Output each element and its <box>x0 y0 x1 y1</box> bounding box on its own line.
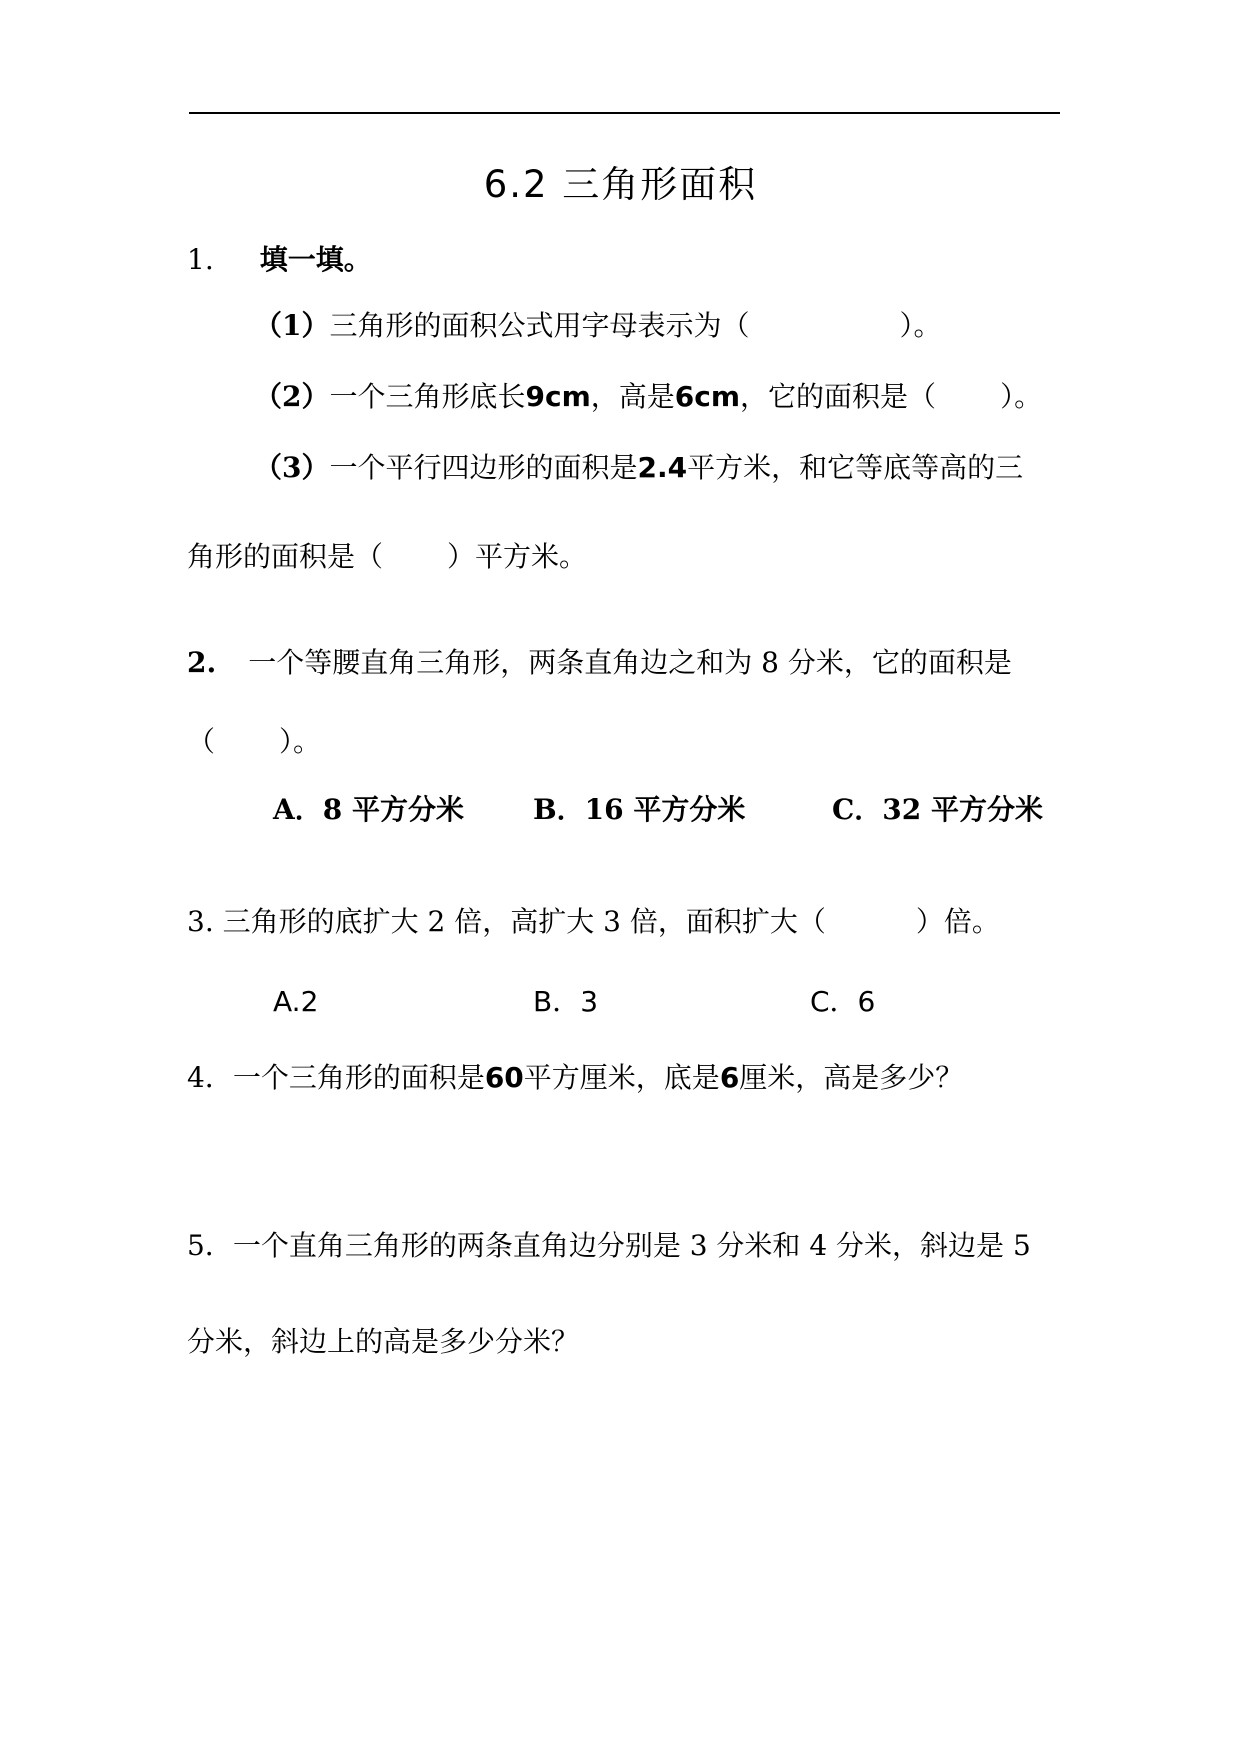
q4-line <box>187 1058 963 1098</box>
q1-number: 1. <box>187 243 214 276</box>
q2-line2 <box>187 722 321 762</box>
q3-line <box>187 902 1000 942</box>
q4-text-1: 4．一个三角形的面积是 <box>187 1061 485 1094</box>
q1-sub1-text: 三角形的面积公式用字母表示为（ <box>329 309 750 342</box>
q4-text-3: 厘米，高是多少？ <box>739 1061 964 1094</box>
q1-sub3-area: 2.4 <box>637 451 688 484</box>
q3-close: ）倍。 <box>915 905 1000 938</box>
q5-line2: 分米，斜边上的高是多少分米？ <box>187 1325 580 1358</box>
q2-option-a[interactable]: A．8 平方分米 <box>273 793 464 826</box>
q1-sub3-line2-close: ）平方米。 <box>447 540 588 573</box>
q1-sub3-line2-open: 角形的面积是（ <box>187 540 384 573</box>
q3-option-b[interactable]: B．3 <box>533 985 599 1018</box>
q1-heading <box>187 240 372 280</box>
q2-option-b[interactable]: B．16 平方分米 <box>533 793 746 826</box>
q1-sub2-text-1: 一个三角形底长 <box>329 380 526 413</box>
q2-text: 一个等腰直角三角形，两条直角边之和为 8 分米，它的面积是 <box>248 646 1012 679</box>
q4-base: 6 <box>719 1061 740 1094</box>
q1-sub2-close: ）。 <box>1000 380 1043 413</box>
q4-area: 60 <box>484 1061 524 1094</box>
q2-line1 <box>187 643 1012 683</box>
q1-sub2-text-2: ，高是 <box>590 380 675 413</box>
q1-sub2 <box>254 377 1042 417</box>
page-title: 6.2 三角形面积 <box>483 163 758 206</box>
q1-prompt: 填一填。 <box>259 243 372 276</box>
header-rule <box>189 112 1060 114</box>
q2-option-c[interactable]: C．32 平方分米 <box>832 793 1043 826</box>
q1-sub3-line1 <box>254 448 1023 488</box>
q1-sub2-label: （2） <box>254 380 330 413</box>
q1-sub1-label: （1） <box>254 309 330 342</box>
q1-sub1 <box>254 306 942 346</box>
q4-text-2: 平方厘米，底是 <box>523 1061 720 1094</box>
q3-option-a[interactable]: A.2 <box>273 985 319 1018</box>
q2-close: ）。 <box>279 725 322 758</box>
q5-line1: 5．一个直角三角形的两条直角边分别是 3 分米和 4 分米，斜边是 5 <box>187 1229 1031 1262</box>
q1-sub3-line2 <box>187 537 587 577</box>
q3-option-c[interactable]: C．6 <box>810 985 876 1018</box>
q1-sub1-close: ）。 <box>899 309 942 342</box>
q1-sub2-text-3: ，它的面积是（ <box>740 380 937 413</box>
q1-sub2-base: 9cm <box>525 380 591 413</box>
q3-text: 3. 三角形的底扩大 2 倍，高扩大 3 倍，面积扩大（ <box>187 905 826 938</box>
q2-number: 2. <box>187 646 217 679</box>
q1-sub3-text-1: 一个平行四边形的面积是 <box>329 451 638 484</box>
q1-sub2-height: 6cm <box>674 380 741 413</box>
q1-sub3-text-2: 平方米，和它等底等高的三 <box>687 451 1024 484</box>
q2-open: （ <box>187 725 216 758</box>
q1-sub3-label: （3） <box>254 451 330 484</box>
